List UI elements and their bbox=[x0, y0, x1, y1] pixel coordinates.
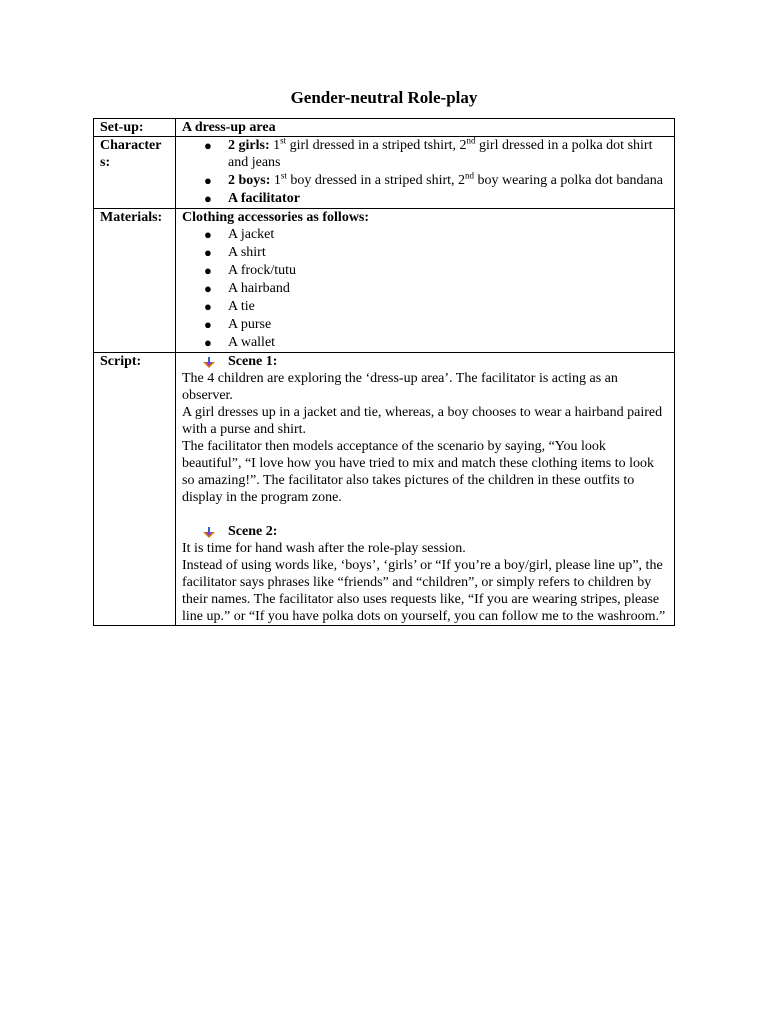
materials-cell bbox=[176, 209, 675, 353]
script-cell bbox=[176, 353, 675, 626]
bullet-icon: ● bbox=[204, 191, 212, 206]
arrow-down-icon bbox=[202, 357, 216, 369]
page-title: Gender-neutral Role-play bbox=[290, 88, 478, 107]
list-item: ● A facilitator bbox=[204, 191, 300, 206]
materials-label: Materials: bbox=[94, 209, 176, 353]
list-item: ● 2 boys: 1st boy dressed in a striped shirt, 2nd boy wearing a polka dot bandana bbox=[204, 170, 663, 188]
characters-list bbox=[182, 137, 668, 207]
table-row-characters bbox=[94, 137, 675, 209]
bullet-icon: ● bbox=[204, 227, 212, 242]
bullet-icon: ● bbox=[204, 317, 212, 332]
list-item: ● A purse bbox=[204, 317, 272, 332]
bullet-icon: ● bbox=[204, 299, 212, 314]
scene-2-heading: Scene 2: bbox=[182, 523, 668, 540]
characters-label: Characters: bbox=[94, 137, 176, 209]
bullet-icon: ● bbox=[204, 263, 212, 278]
bullet-icon: ● bbox=[204, 335, 212, 350]
bullet-icon: ● bbox=[204, 245, 212, 260]
scene-1-paragraph: The facilitator then models acceptance of the scenario by saying, “You look beautiful”, “I love how you have tried to mix and match these clothing items to look so amazing!”. The facilitator also takes pictures of the children in these outfits to display in the program zone. bbox=[182, 439, 654, 505]
characters-cell bbox=[176, 137, 675, 209]
script-label: Script: bbox=[94, 353, 176, 626]
list-item: ● 2 girls: 1st girl dressed in a striped tshirt, 2nd girl dressed in a polka dot shirt and jeans bbox=[204, 135, 653, 170]
list-item: ● A jacket bbox=[204, 227, 275, 242]
list-item: ● A hairband bbox=[204, 281, 290, 296]
scene-1-heading: Scene 1: bbox=[182, 353, 668, 370]
scene-2-paragraph: It is time for hand wash after the role-play session. bbox=[182, 541, 466, 556]
table-row-materials bbox=[94, 209, 675, 353]
bullet-icon: ● bbox=[204, 281, 212, 296]
spacer bbox=[182, 506, 668, 523]
list-item: ● A shirt bbox=[204, 245, 266, 260]
table-row-script bbox=[94, 353, 675, 626]
setup-label: Set-up: bbox=[94, 119, 176, 137]
arrow-down-icon bbox=[202, 527, 216, 539]
scene-1-paragraph: A girl dresses up in a jacket and tie, whereas, a boy chooses to wear a hairband paired with a purse and shirt. bbox=[182, 405, 663, 437]
roleplay-table bbox=[93, 118, 675, 626]
list-item: ● A tie bbox=[204, 299, 255, 314]
scene-1-paragraph: The 4 children are exploring the ‘dress-up area’. The facilitator is acting as an observer. bbox=[182, 371, 618, 403]
list-item: ● A frock/tutu bbox=[204, 263, 297, 278]
materials-heading: Clothing accessories as follows: bbox=[182, 210, 370, 225]
setup-value: A dress-up area bbox=[176, 119, 675, 137]
materials-list bbox=[182, 226, 668, 351]
bullet-icon: ● bbox=[204, 138, 212, 153]
bullet-icon: ● bbox=[204, 173, 212, 188]
list-item: ● A wallet bbox=[204, 335, 276, 350]
scene-2-paragraph: Instead of using words like, ‘boys’, ‘girls’ or “If you’re a boy/girl, please line up”, the facilitator says phrases like “friends” and “children”, or simply refers to children by their names. The facilitator also uses requests like, “If you are wearing stripes, please line up.” or “If you have polka dots on yourself, you can follow me to the washroom.” bbox=[182, 558, 666, 624]
table-row-setup bbox=[94, 119, 675, 137]
